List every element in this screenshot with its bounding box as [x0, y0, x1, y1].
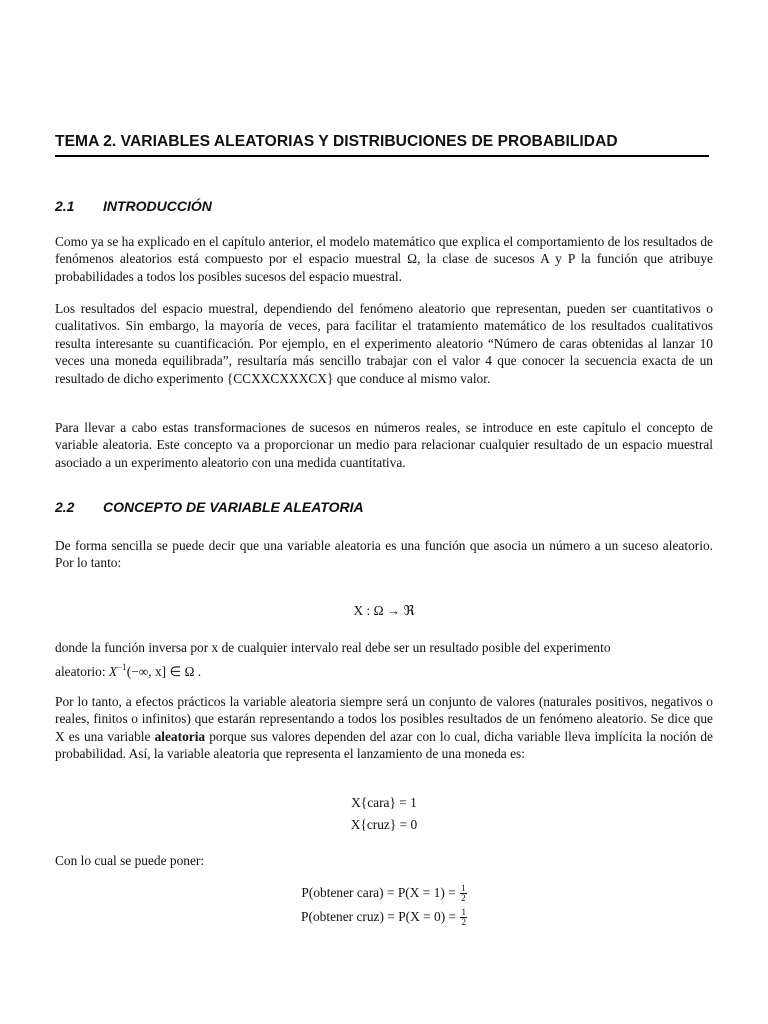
bold-term: aleatoria — [154, 728, 206, 744]
formula-cruz: X{cruz} = 0 — [350, 817, 418, 832]
section-heading-concepto — [55, 499, 364, 515]
intro-paragraph-2: Los resultados del espacio muestral, dependiendo del fenómeno aleatorio que representan, pueden ser cuantitativos o cualitativos. Sin embargo, la mayoría de veces, para facilitar el tratamiento matemático de los resultados cualitativos resulta interesante su cuantificación. Por ejemplo, en el experimento aleatorio “Número de caras obtenidas al lanzar 10 veces una moneda equilibrada”, resultaría más sencillo trabajar con el valor 4 que conocer la secuencia exacta de un resultado de dicho experimento {CCXXCXXXCX} que conduce al mismo valor. — [55, 301, 713, 386]
formula-prob-cara — [0, 882, 768, 904]
fraction — [460, 908, 467, 927]
chapter-title: TEMA 2. VARIABLES ALEATORIAS Y DISTRIBUCIONES DE PROBABILIDAD — [55, 133, 618, 150]
intro-paragraph-3: Para llevar a cabo estas transformaciones de sucesos en números reales, se introduce en este capítulo el concepto de variable aleatoria. Este concepto va a proporcionar un medio para relacionar cualquier resultado de un espacio muestral asociado a un experimento aleatorio con una medida cuantitativa. — [55, 420, 713, 470]
paragraph-text: porque sus valores dependen del azar con lo cual, dicha variable lleva implícita la noción de probabilidad. Así, la variable aleatoria que representa el lanzamiento de una moneda es: — [55, 728, 714, 762]
section-heading-introduccion — [55, 198, 212, 214]
paragraph-text: Por lo tanto, a efectos prácticos la variable aleatoria siempre será un conjunto de valores (naturales positivos, negativos o reales, finitos o infinitos) que estarán representando a todos los posibles resultados de un fenómeno aleatorio. Se dice que X es una variable — [55, 694, 713, 744]
formula-random-variable-map: X : Ω → ℜ — [353, 603, 415, 618]
formula-prob-cruz — [0, 906, 768, 928]
paragraph-text: aleatorio: — [55, 664, 106, 680]
title-underline — [55, 155, 709, 157]
section-title: CONCEPTO DE VARIABLE ALEATORIA — [103, 499, 364, 515]
math-expression: (−∞, x] ∈ Ω . — [126, 664, 202, 680]
concept-paragraph-1: De forma sencilla se puede decir que una variable aleatoria es una función que asocia un número a un suceso aleatorio. Por lo tanto: — [55, 538, 713, 571]
concept-paragraph-4: Con lo cual se puede poner: — [55, 853, 205, 868]
paragraph-line: donde la función inversa por x de cualquier intervalo real debe ser un resultado posible del experimento — [55, 640, 611, 655]
fraction — [460, 884, 467, 903]
inline-formula — [109, 664, 201, 679]
math-variable: X — [108, 664, 118, 680]
paragraph-line — [55, 659, 713, 680]
math-superscript: −1 — [117, 662, 127, 673]
formula-text: P(obtener cara) = P(X = 1) = — [301, 885, 456, 900]
concept-paragraph-3 — [55, 693, 713, 763]
formula-text: P(obtener cruz) = P(X = 0) = — [301, 909, 457, 924]
fraction-denominator: 2 — [461, 893, 466, 904]
formula-cara: X{cara} = 1 — [351, 795, 417, 810]
section-number: 2.1 — [55, 198, 75, 214]
section-number: 2.2 — [55, 499, 75, 515]
intro-paragraph-1: Como ya se ha explicado en el capítulo anterior, el modelo matemático que explica el comportamiento de los resultados de fenómenos aleatorios está compuesto por el espacio muestral Ω, la clase de sucesos A y P la función que atribuye probabilidades a todos los posibles sucesos del espacio muestral. — [55, 234, 713, 284]
fraction-numerator: 1 — [461, 907, 466, 918]
fraction-denominator: 2 — [461, 917, 466, 928]
fraction-numerator: 1 — [461, 883, 466, 894]
section-title: INTRODUCCIÓN — [103, 198, 212, 214]
concept-paragraph-2 — [55, 639, 713, 681]
